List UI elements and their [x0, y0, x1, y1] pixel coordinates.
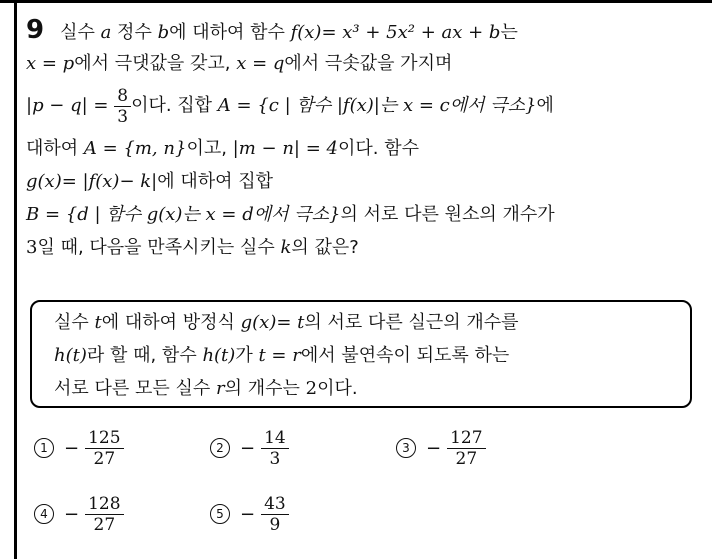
- minus-sign: −: [64, 503, 80, 525]
- choice-fraction: [85, 428, 123, 469]
- text-segment: 실수: [60, 22, 101, 43]
- fraction-numerator: 125: [85, 428, 123, 449]
- fraction-8-3: [114, 86, 131, 127]
- fraction-numerator: 128: [85, 494, 123, 515]
- math-abs-m-n: |m − n| = 4: [232, 138, 338, 159]
- choice-4[interactable]: [34, 486, 124, 542]
- fraction-denominator: 3: [269, 448, 281, 469]
- math-function-g: g(x)= |f(x)− k|: [26, 171, 158, 192]
- math-x-eq-p: x = p: [26, 53, 75, 74]
- choice-fraction: [261, 494, 289, 535]
- math-set-a: A = {c | 함수 |f(x)|는 x = c에서 극소}: [217, 95, 537, 116]
- math-r: r: [216, 378, 225, 399]
- choice-row-1: [34, 420, 634, 486]
- text-segment: 가: [235, 345, 259, 366]
- text-segment: 에 대하여 방정식: [101, 312, 241, 333]
- condition-line-1: [54, 306, 690, 339]
- choice-mark-2: 2: [210, 438, 230, 458]
- choice-mark-4: 4: [34, 504, 54, 524]
- fraction-numerator: 14: [261, 428, 289, 449]
- text-segment: 일 때, 다음을 만족시키는 실수: [37, 237, 281, 258]
- problem-line-5: [26, 165, 706, 198]
- text-segment: 에서 극솟값을 가지며: [284, 53, 453, 74]
- problem-line-4: [26, 132, 706, 165]
- choice-row-2: [34, 486, 634, 552]
- text-segment: 에서 극댓값을 갖고,: [74, 53, 237, 74]
- condition-box: [30, 300, 692, 408]
- text-segment: 대하여: [26, 138, 84, 159]
- condition-line-3: [54, 372, 690, 405]
- choice-fraction: [261, 428, 289, 469]
- condition-line-2: [54, 339, 690, 372]
- text-segment: 이다.: [317, 378, 358, 399]
- math-a: a: [100, 22, 112, 43]
- minus-sign: −: [426, 437, 442, 459]
- choice-mark-5: 5: [210, 504, 230, 524]
- text-segment: 라 할 때, 함수: [86, 345, 203, 366]
- fraction-denominator: 9: [269, 514, 281, 535]
- top-border-rule: [0, 0, 712, 3]
- text-segment: 이다. 함수: [337, 138, 419, 159]
- math-g-eq-t: g(x)= t: [240, 312, 305, 333]
- fraction-numerator: 127: [447, 428, 485, 449]
- choice-1[interactable]: [34, 420, 124, 476]
- text-segment: 이다. 집합: [131, 95, 218, 116]
- fraction-numerator: 43: [261, 494, 289, 515]
- problem-line-2: [26, 47, 706, 80]
- problem-line-1: [26, 14, 706, 47]
- fraction-denominator: 27: [93, 448, 116, 469]
- choice-mark-1: 1: [34, 438, 54, 458]
- math-x-eq-q: x = q: [236, 53, 285, 74]
- minus-sign: −: [64, 437, 80, 459]
- text-segment: 에 대하여 함수: [169, 22, 291, 43]
- math-h-t: h(t): [202, 345, 236, 366]
- text-segment: 이고,: [186, 138, 233, 159]
- fraction-numerator: 8: [114, 86, 131, 107]
- math-t-eq-r: t = r: [258, 345, 301, 366]
- problem-number: 9: [26, 15, 45, 45]
- minus-sign: −: [240, 437, 256, 459]
- fraction-denominator: 27: [93, 514, 116, 535]
- text-segment: 정수: [111, 22, 158, 43]
- choice-mark-3: 3: [396, 438, 416, 458]
- math-set-b: B = {d | 함수 g(x)는 x = d에서 극소}: [26, 204, 341, 225]
- problem-line-7: [26, 231, 706, 264]
- minus-sign: −: [240, 503, 256, 525]
- choice-fraction: [85, 494, 123, 535]
- math-function-f: f(x)= x³ + 5x² + ax + b: [290, 22, 501, 43]
- choice-fraction: [447, 428, 485, 469]
- math-t: t: [94, 312, 102, 333]
- choice-5[interactable]: [210, 486, 289, 542]
- choice-2[interactable]: [210, 420, 289, 476]
- text-segment: 에서 불연속이 되도록 하는: [300, 345, 510, 366]
- math-b: b: [157, 22, 170, 43]
- math-set-a-mn: A = {m, n}: [83, 138, 187, 159]
- problem-line-3: [26, 80, 706, 132]
- math-h-t: h(t): [54, 345, 87, 366]
- text-segment: 는: [500, 22, 518, 43]
- left-border-rule: [14, 0, 17, 559]
- answer-choices: [34, 420, 634, 552]
- fraction-denominator: 3: [117, 106, 129, 127]
- text-segment: 의 서로 다른 실근의 개수를: [304, 312, 519, 333]
- choice-3[interactable]: [396, 420, 486, 476]
- text-segment: 서로 다른 모든 실수: [54, 378, 216, 399]
- math-abs-p-q: |p − q| =: [26, 95, 109, 116]
- fraction-denominator: 27: [455, 448, 478, 469]
- text-segment: 의 서로 다른 원소의 개수가: [340, 204, 555, 225]
- text-segment: 의 값은?: [291, 237, 359, 258]
- math-k: k: [280, 237, 292, 258]
- problem-text: [26, 14, 706, 264]
- text-segment: 실수: [54, 312, 95, 333]
- problem-line-6: [26, 198, 706, 231]
- text-segment: 에: [536, 95, 554, 116]
- math-three: 3: [26, 237, 38, 258]
- text-segment: 의 개수는: [224, 378, 306, 399]
- text-segment: 에 대하여 집합: [157, 171, 274, 192]
- math-two: 2: [305, 378, 318, 399]
